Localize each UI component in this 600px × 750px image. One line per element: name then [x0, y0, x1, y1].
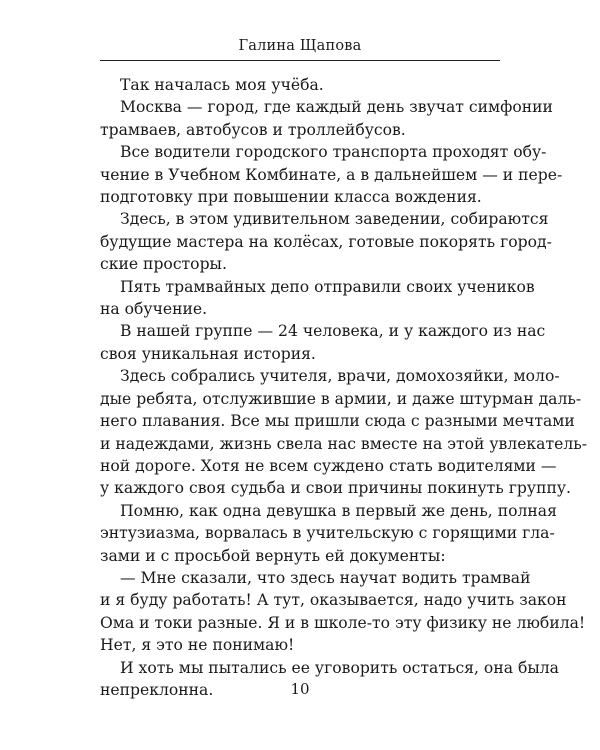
text-line: непреклонна. [100, 680, 214, 699]
text-line: будущие мастера на колёсах, готовые покорять город- [100, 232, 552, 251]
text-line: Пять трамвайных депо отправили своих учеников [120, 277, 535, 296]
paragraph [100, 74, 500, 96]
paragraph [100, 96, 553, 141]
text-line: Так началась моя учёба. [120, 76, 324, 94]
running-header-author: Галина Щапова [238, 38, 362, 54]
text-line: подготовку при повышении класса вождения. [100, 188, 482, 207]
text-line: Москва — город, где каждый день звучат симфонии [120, 98, 553, 117]
text-line: на обучение. [100, 300, 208, 319]
text-line: и надеждами, жизнь свела нас вместе на этой увлекатель- [100, 434, 587, 453]
paragraph [100, 365, 587, 499]
page-number: 10 [290, 680, 310, 698]
text-line: дые ребята, отслужившие в армии, и даже штурман даль- [100, 389, 582, 408]
paragraph [100, 320, 546, 365]
text-line: него плавания. Все мы пришли сюда с разными мечтами [100, 412, 575, 431]
text-line: у каждого своя судьба и свои причины покинуть группу. [100, 479, 572, 498]
text-line: Помню, как одна девушка в первый же день, полная [120, 501, 557, 520]
text-line: Все водители городского транспорта проходят обу- [120, 143, 547, 162]
text-line: Нет, я это не понимаю! [100, 636, 295, 655]
text-line: ной дороге. Хотя не всем суждено стать водителями — [100, 456, 557, 475]
text-line: Здесь, в этом удивительном заведении, собираются [120, 210, 549, 229]
text-line: своя уникальная история. [100, 344, 316, 363]
paragraph [100, 567, 586, 657]
paragraph [100, 208, 552, 275]
text-line: И хоть мы пытались ее уговорить остаться, она была [120, 658, 559, 677]
header-rule [100, 60, 500, 61]
text-line: — Мне сказали, что здесь научат водить трамвай [120, 568, 531, 587]
page-body [100, 74, 587, 701]
text-line: зами и с просьбой вернуть ей документы: [100, 546, 446, 565]
text-line: ские просторы. [100, 255, 227, 274]
text-line: Ома и токи разные. Я и в школе-то эту физику не любила! [100, 613, 586, 632]
text-line: В нашей группе — 24 человека, и у каждого из нас [120, 322, 546, 341]
text-line: чение в Учебном Комбинате, а в дальнейшем — и пере- [100, 165, 563, 184]
text-line: Здесь собрались учителя, врачи, домохозяйки, моло- [120, 367, 560, 386]
text-line: и я буду работать! А тут, оказывается, надо учить закон [100, 591, 567, 610]
text-line: трамваев, автобусов и троллейбусов. [100, 120, 406, 139]
text-line: энтузиазма, ворвалась в учительскую с горящими гла- [100, 524, 555, 543]
paragraph [100, 276, 535, 321]
paragraph [100, 141, 563, 208]
paragraph [100, 500, 557, 567]
